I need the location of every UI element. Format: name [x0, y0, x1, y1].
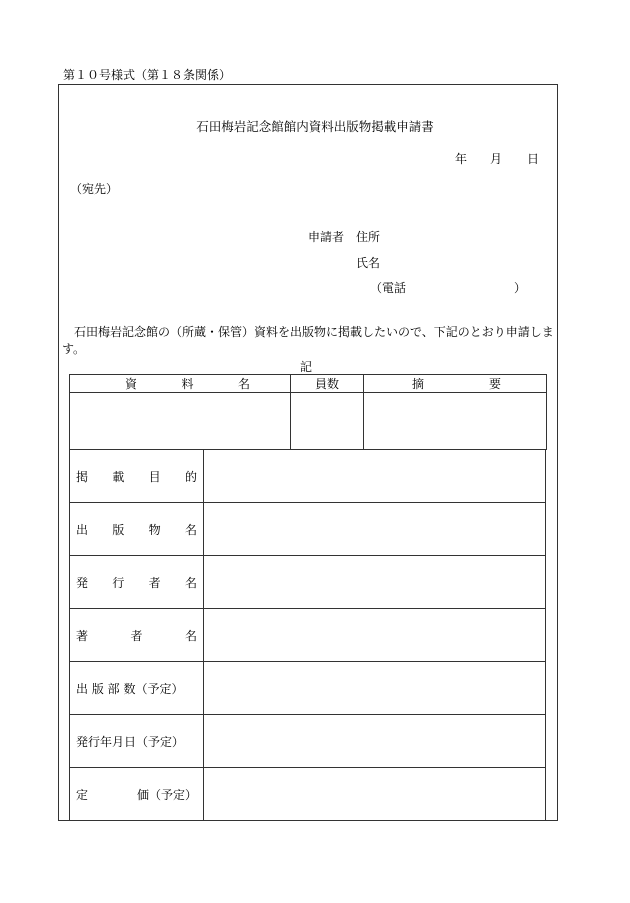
label-char: 的: [184, 469, 197, 484]
label-char: 発: [76, 575, 89, 590]
header-material-name: [70, 375, 291, 393]
label-char: 出: [76, 522, 89, 537]
copies-row: [70, 662, 546, 715]
addressee-label: （宛先）: [70, 182, 119, 196]
materials-entry-row: [70, 393, 547, 450]
publisher-row: [70, 556, 546, 609]
publisher-field[interactable]: [204, 556, 546, 609]
price-label: [70, 768, 204, 821]
address-label: 住所: [356, 230, 381, 244]
label-char: 者: [130, 628, 143, 643]
materials-table-header: [70, 375, 547, 393]
label-char: 掲: [76, 469, 89, 484]
header-char: 資: [125, 377, 138, 391]
label-char: 行: [112, 575, 125, 590]
price-field[interactable]: [204, 768, 546, 821]
date-year-label: 年: [455, 152, 468, 166]
publish-date-row: [70, 715, 546, 768]
author-field[interactable]: [204, 609, 546, 662]
label-char: 者: [148, 575, 161, 590]
header-char: 名: [237, 377, 250, 391]
publication-info-table: [69, 449, 546, 821]
remarks-field[interactable]: [364, 393, 547, 450]
publisher-label: [70, 556, 204, 609]
document-title: 石田梅岩記念館館内資料出版物掲載申請書: [196, 119, 434, 134]
header-remarks: [364, 375, 547, 393]
publication-name-row: [70, 503, 546, 556]
publication-name-label: [70, 503, 204, 556]
application-statement: 石田梅岩記念館の（所蔵・保管）資料を出版物に掲載したいので、下記のとおり申請します。: [62, 325, 554, 356]
publication-name-field[interactable]: [204, 503, 546, 556]
purpose-row: [70, 450, 546, 503]
name-label: 氏名: [356, 256, 381, 270]
date-day-label: 日: [527, 152, 540, 166]
label-char: 著: [76, 628, 89, 643]
copies-field[interactable]: [204, 662, 546, 715]
label-char: 載: [112, 469, 125, 484]
label-char: 名: [184, 628, 197, 643]
material-name-field[interactable]: [70, 393, 291, 450]
copies-label: 出 版 部 数（予定）: [70, 662, 204, 715]
price-row: [70, 768, 546, 821]
header-char: 要: [488, 377, 501, 391]
author-row: [70, 609, 546, 662]
label-char: 版: [112, 522, 125, 537]
phone-close-paren: ）: [514, 281, 527, 295]
form-number-label: 第１０号様式（第１８条関係）: [63, 68, 232, 82]
applicant-role-label: 申請者: [308, 230, 345, 244]
header-char: 摘: [412, 377, 425, 391]
label-char: 価（予定）: [136, 787, 197, 802]
quantity-field[interactable]: [291, 393, 364, 450]
label-char: 目: [148, 469, 161, 484]
header-char: 料: [181, 377, 194, 391]
purpose-field[interactable]: [204, 450, 546, 503]
author-label: [70, 609, 204, 662]
publish-date-field[interactable]: [204, 715, 546, 768]
materials-table: [69, 374, 547, 450]
ki-label: 記: [300, 360, 313, 374]
label-char: 名: [184, 522, 197, 537]
phone-label: （電話: [370, 281, 407, 295]
publish-date-label: 発行年月日（予定）: [70, 715, 204, 768]
purpose-label: [70, 450, 204, 503]
label-char: 物: [148, 522, 161, 537]
label-char: 名: [184, 575, 197, 590]
label-char: 定: [76, 787, 89, 802]
date-month-label: 月: [490, 152, 503, 166]
header-quantity: 員数: [291, 375, 364, 393]
